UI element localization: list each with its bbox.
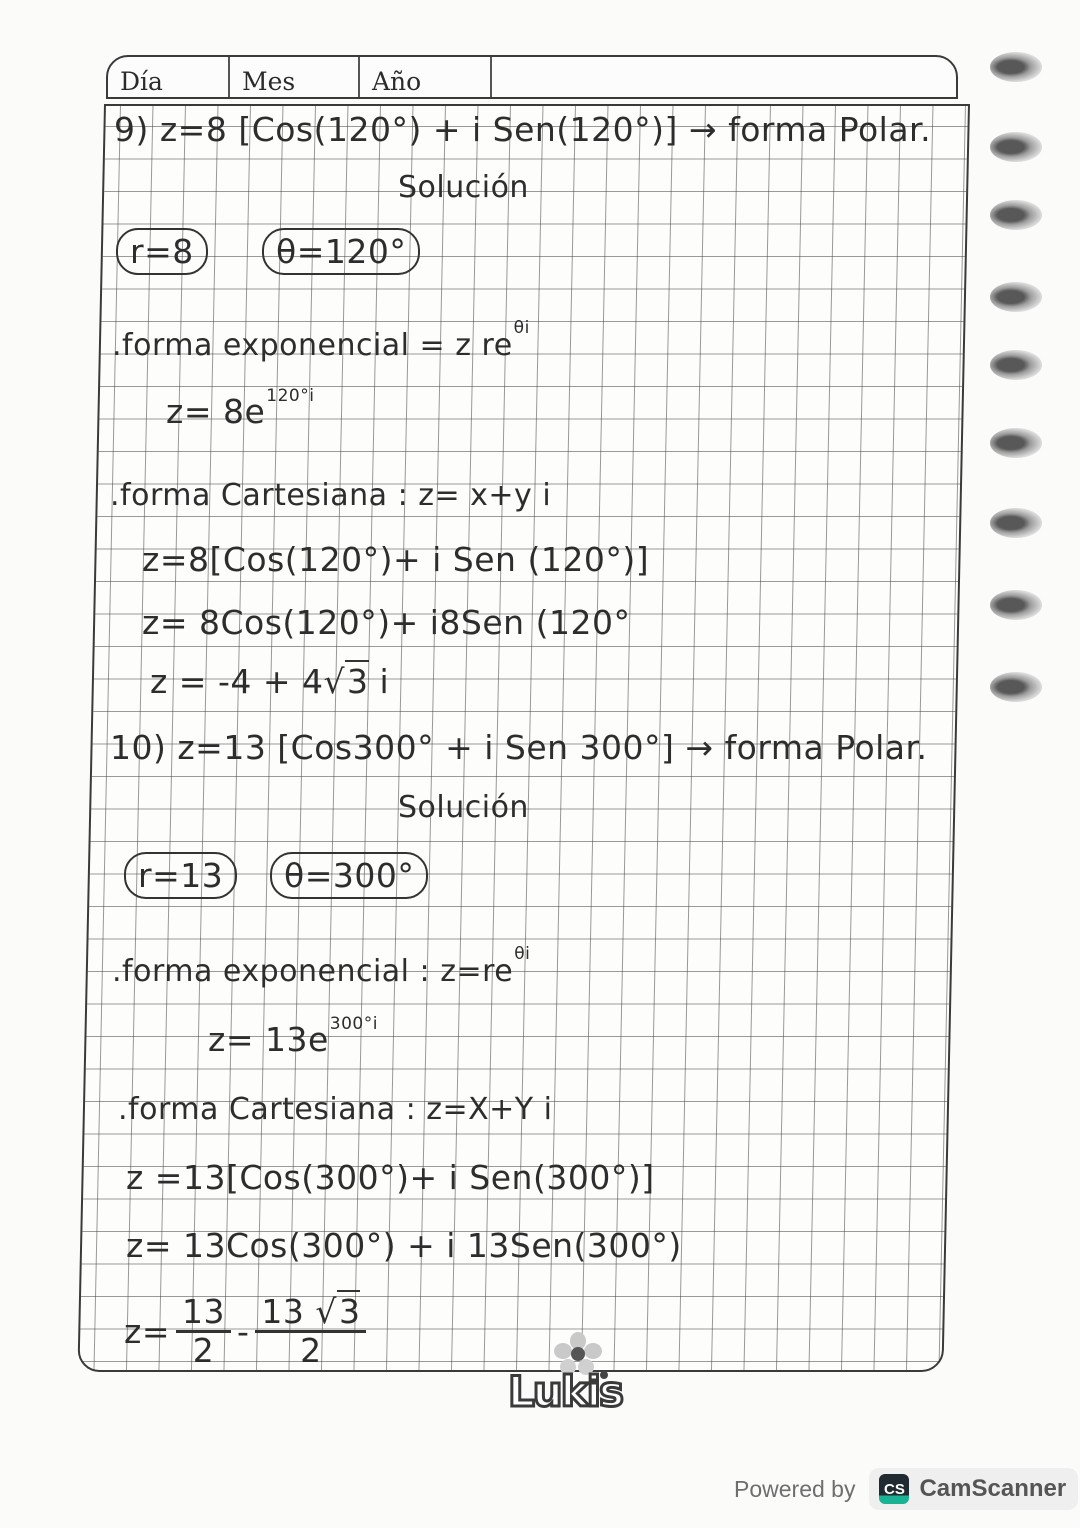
problem-9-step-1: z=8[Cos(120°)+ i Sen (120°)] bbox=[142, 540, 650, 579]
fraction-2-denominator: 2 bbox=[300, 1331, 322, 1370]
exponential-formula-exponent: θi bbox=[513, 318, 530, 338]
step-3-suffix: i bbox=[368, 662, 390, 701]
fraction-2-coefficient: 13 bbox=[261, 1292, 305, 1331]
problem-10-step-1: z =13[Cos(300°)+ i Sen(300°)] bbox=[126, 1158, 655, 1197]
minus-sign: - bbox=[236, 1312, 250, 1351]
camscanner-badge bbox=[869, 1468, 1078, 1510]
spiral-ring-icon bbox=[990, 350, 1042, 380]
spiral-ring-icon bbox=[990, 672, 1042, 702]
spiral-ring-icon bbox=[990, 52, 1042, 82]
problem-10-solution-title: Solución bbox=[398, 790, 529, 825]
sqrt-value: 3 bbox=[338, 1292, 361, 1331]
spiral-ring-icon bbox=[990, 508, 1042, 538]
theta-value-cloud: θ=120° bbox=[262, 228, 420, 275]
problem-10-theta-value bbox=[270, 852, 428, 899]
month-field-label: Mes bbox=[230, 57, 360, 97]
r-value-cloud: r=13 bbox=[124, 852, 237, 899]
spiral-ring-icon bbox=[990, 132, 1042, 162]
problem-9-cartesian-line bbox=[110, 478, 551, 513]
exponential-result-exponent: 120°i bbox=[266, 386, 315, 406]
exponential-label: .forma exponencial : bbox=[112, 954, 431, 989]
fraction-2-numerator: 13 √3 bbox=[255, 1294, 366, 1333]
problem-9-statement bbox=[114, 110, 931, 149]
exponential-formula: z re bbox=[455, 328, 513, 363]
cartesian-formula: z= x+y i bbox=[418, 478, 552, 513]
problem-9-form-label: forma Polar. bbox=[728, 110, 932, 149]
cartesian-formula: z=X+Y i bbox=[426, 1092, 553, 1127]
exponential-result-exponent: 300°i bbox=[329, 1014, 378, 1034]
fraction-1-denominator: 2 bbox=[192, 1331, 215, 1370]
spiral-ring-icon bbox=[990, 282, 1042, 312]
cartesian-label: .forma Cartesiana : bbox=[118, 1092, 417, 1127]
problem-9-equation: 9) z=8 [Cos(120°) + i Sen(120°)] bbox=[114, 110, 678, 149]
step-3-prefix: z = -4 + 4 bbox=[150, 662, 324, 701]
spiral-ring-icon bbox=[990, 428, 1042, 458]
theta-value-cloud: θ=300° bbox=[270, 852, 428, 899]
problem-10-statement bbox=[110, 728, 928, 767]
arrow-right-icon: → bbox=[685, 728, 714, 767]
exponential-result: z= 8e bbox=[166, 392, 266, 431]
date-header bbox=[106, 55, 958, 99]
problem-10-equation: 10) z=13 [Cos300° + i Sen 300°] bbox=[110, 728, 675, 767]
problem-9-exponential-line bbox=[112, 318, 530, 363]
arrow-right-icon: → bbox=[688, 110, 718, 149]
camscanner-logo-icon: CS bbox=[879, 1474, 909, 1504]
exponential-formula: z=re bbox=[440, 954, 514, 989]
lukis-logo bbox=[508, 1335, 622, 1425]
header-blank-field bbox=[492, 57, 956, 97]
camscanner-brand-name: CamScanner bbox=[919, 1475, 1067, 1502]
exponential-label: .forma exponencial = bbox=[112, 328, 446, 363]
camscanner-watermark bbox=[734, 1466, 1078, 1512]
problem-10-r-value bbox=[124, 852, 237, 899]
cartesian-label: .forma Cartesiana : bbox=[110, 478, 409, 513]
step-3-prefix: z= bbox=[124, 1312, 170, 1351]
day-field-label: Día bbox=[108, 57, 230, 97]
fraction-1-numerator: 13 bbox=[176, 1294, 231, 1333]
problem-9-r-value bbox=[116, 228, 208, 275]
spiral-ring-icon bbox=[990, 200, 1042, 230]
fraction-2 bbox=[255, 1294, 366, 1369]
logo-text: Lukis bbox=[508, 1367, 622, 1416]
exponential-formula-exponent: θi bbox=[514, 944, 531, 964]
powered-by-label: Powered by bbox=[734, 1475, 856, 1502]
problem-9-step-2: z= 8Cos(120°)+ i8Sen (120° bbox=[142, 603, 631, 642]
problem-9-solution-title: Solución bbox=[398, 170, 529, 205]
year-field-label: Año bbox=[360, 57, 492, 97]
sqrt-value: 3 bbox=[347, 662, 369, 701]
spiral-ring-icon bbox=[990, 590, 1042, 620]
problem-10-step-2: z= 13Cos(300°) + i 13Sen(300°) bbox=[126, 1226, 682, 1265]
exponential-result: z= 13e bbox=[208, 1020, 329, 1059]
problem-9-exponential-result bbox=[166, 386, 315, 431]
problem-10-cartesian-line bbox=[118, 1092, 553, 1127]
problem-9-step-3: z = -4 + 4√3 i bbox=[150, 662, 390, 701]
problem-10-form-label: forma Polar. bbox=[724, 728, 928, 767]
r-value-cloud: r=8 bbox=[116, 228, 208, 275]
problem-9-theta-value bbox=[262, 228, 420, 275]
fraction-1 bbox=[176, 1294, 231, 1369]
problem-10-step-3 bbox=[124, 1294, 372, 1369]
problem-10-exponential-result bbox=[208, 1014, 378, 1059]
